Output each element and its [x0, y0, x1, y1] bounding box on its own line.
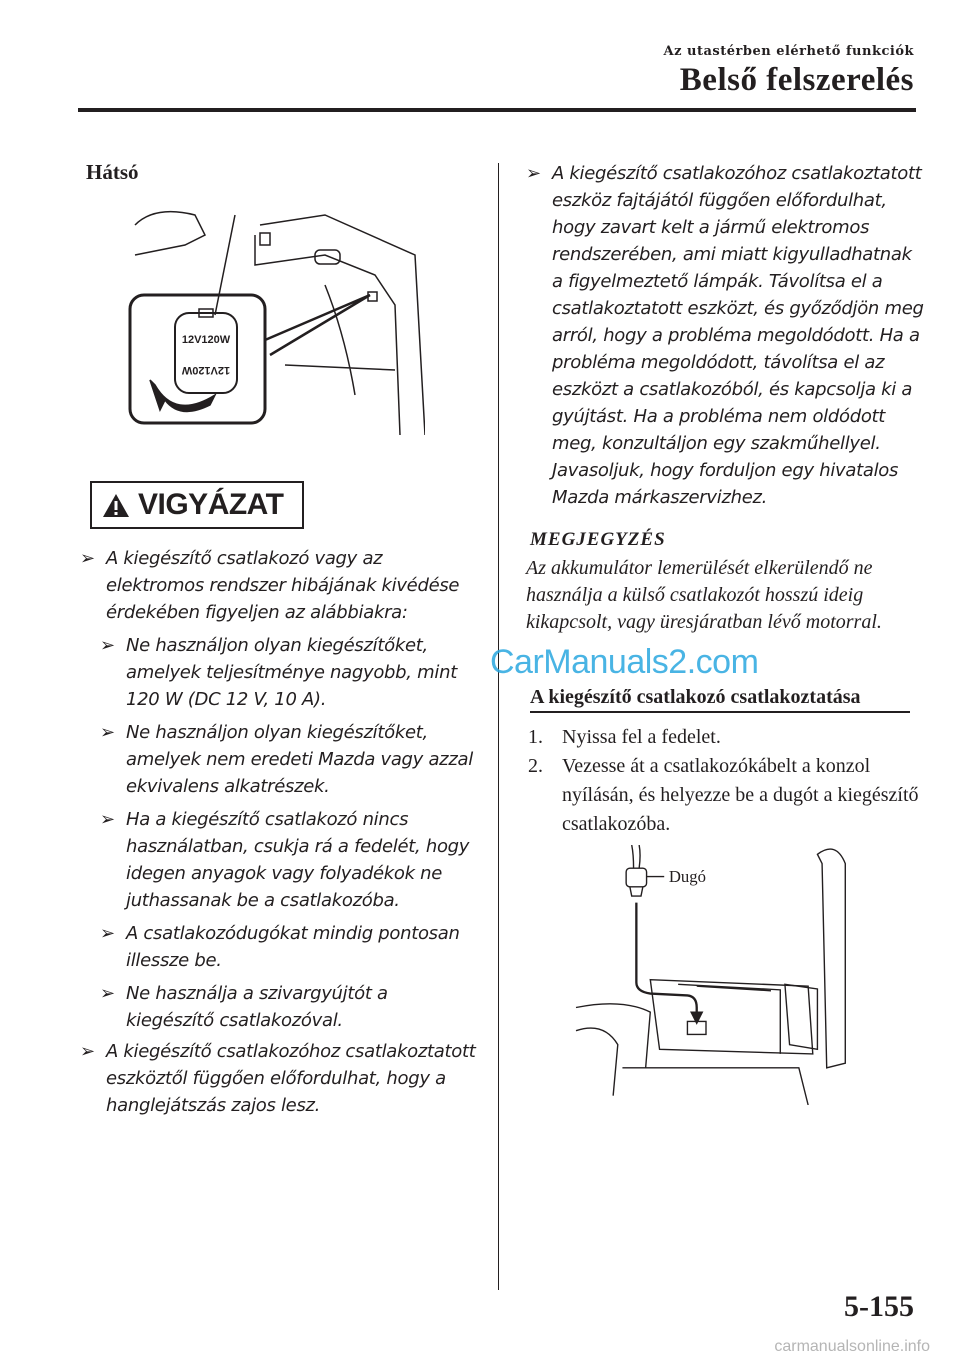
plug-label: Dugó [668, 867, 706, 887]
caution-bullet: ➢ A kiegészítő csatlakozó vagy az elektromos rendszer hibájának kivédése érdekében figyeljen az alábbiakra: [80, 548, 460, 623]
watermark: CarManuals2.com [490, 643, 759, 681]
header-rule [78, 108, 916, 112]
page-title: Belső felszerelés [679, 62, 914, 98]
caution-bullet: ➢ A kiegészítő csatlakozóhoz csatlakoztatott eszköz fajtájától függően előfordulhat, hogy zavart kelt a jármű elektromos rendszerében, ami miatt kigyulladhatnak a figyelmeztető lámpák. Távolítsa el a csatlakoztatott eszközt, és győződjön meg arról, hogy a probléma megoldódott. Ha a probléma megoldódott, távolítsa el az eszközt a csatlakozóból, és kapcsolja ki a gyújtást. Ha a probléma nem oldódott meg, konzultáljon egy szakműhellyel. Javasoljuk, hogy forduljon egy hivatalos Mazda márkaszervizhez. [526, 163, 924, 508]
right-column [490, 160, 926, 1105]
subtitle: Hátsó [86, 160, 139, 184]
caution-bullet: ➢ A kiegészítő csatlakozóhoz csatlakoztatott eszköztől függően előfordulhat, hogy a hanglejátszás zajos lesz. [80, 1041, 476, 1116]
note-title: MEGJEGYZÉS [530, 529, 666, 550]
rotate-arrow-icon [150, 380, 215, 411]
footer-watermark: carmanualsonline.info [774, 1338, 930, 1355]
socket-label-bottom: 12V120W [181, 364, 231, 376]
console-plug-illustration [556, 845, 856, 1105]
caution-sub-bullet: ➢ Ha a kiegészítő csatlakozó nincs használatban, csukja rá a fedelét, hogy idegen anyagok vagy folyadékok ne juthassanak be a csatlakozóba. [100, 809, 470, 911]
socket-label-top: 12V120W [181, 334, 231, 346]
left-column [80, 160, 480, 1119]
column-divider [498, 163, 499, 1290]
step-item: 1. Nyissa fel a fedelet. [528, 726, 721, 748]
note-text: Az akkumulátor lemerülését elkerülendő ne használja a külső csatlakozót hosszú ideig kikapcsolt, vagy üresjáratban lévő motorral. [526, 557, 882, 633]
caution-sub-bullet: ➢ A csatlakozódugókat mindig pontosan illessze be. [100, 923, 460, 971]
section-header: Az utastérben elérhető funkciók [663, 44, 914, 59]
rear-socket-illustration [125, 195, 425, 445]
caution-label: VIGYÁZAT [138, 488, 284, 521]
step-item: 2. Vezesse át a csatlakozókábelt a konzol nyílásán, és helyezze be a dugót a kiegészítő csatlakozóba. [528, 755, 919, 835]
page-number: 5-155 [844, 1290, 914, 1323]
caution-sub-bullet: ➢ Ne használjon olyan kiegészítőket, amelyek nem eredeti Mazda vagy azzal ekvivalens alkatrészek. [100, 722, 473, 797]
caution-sub-bullet: ➢ Ne használja a szivargyújtót a kiegészítő csatlakozóval. [100, 983, 388, 1031]
warning-triangle-icon [102, 493, 130, 518]
caution-box [90, 481, 304, 529]
section-title: A kiegészítő csatlakozó csatlakoztatása [530, 686, 910, 713]
caution-sub-bullet: ➢ Ne használjon olyan kiegészítőket, amelyek teljesítménye nagyobb, mint 120 W (DC 12 V, 10 A). [100, 635, 457, 710]
